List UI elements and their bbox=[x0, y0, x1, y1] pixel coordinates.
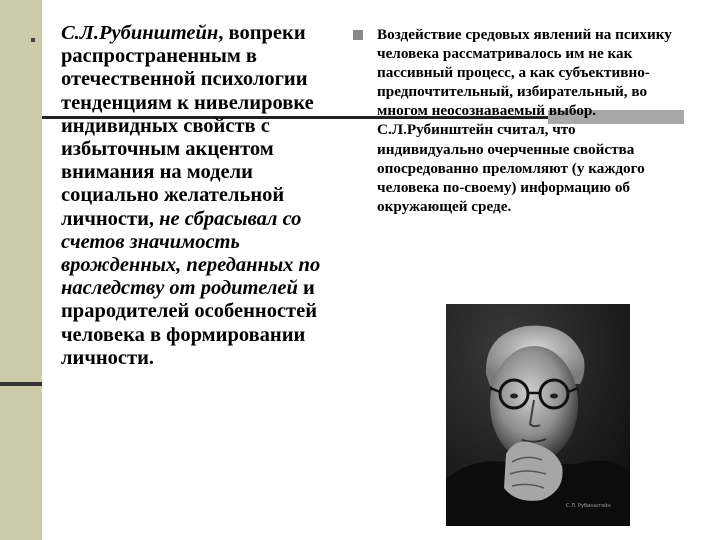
square-bullet-icon bbox=[353, 30, 363, 40]
portrait-caption: С.Л. Рубинштейн bbox=[566, 503, 611, 509]
portrait-image bbox=[446, 304, 630, 526]
left-decor-divider bbox=[0, 382, 42, 386]
left-text-conjunction: и bbox=[302, 277, 315, 300]
left-text-part1: , вопреки распространенным в отечественной психологии тенденциям к нивелировке индивидных свойств с избыточным акцентом внимания на модели социально желательной личности, bbox=[61, 22, 314, 230]
left-decor-band bbox=[0, 0, 42, 540]
right-paragraph: Воздействие средовых явлений на психику человека рассматривалось им не как пассивный процесс, а как субъективно-предпочтительный, избирательный, во многом неосознаваемый выбор. С.Л.Рубинштейн считал, что индивидуально очерченные свойства опосредованно преломляют (у каждого человека по-своему) информацию об окружающей среде. bbox=[377, 26, 672, 215]
left-paragraph bbox=[61, 22, 346, 370]
portrait-photo bbox=[446, 304, 630, 526]
author-name: С.Л.Рубинштейн bbox=[61, 22, 219, 44]
left-text-italic: не сбрасывал со счетов значимость врожденных, переданных по наследству от родителей bbox=[61, 207, 321, 300]
small-bullet-icon bbox=[31, 38, 35, 42]
left-text-ending: прародителей особенностей человека в формировании личности. bbox=[61, 300, 318, 369]
